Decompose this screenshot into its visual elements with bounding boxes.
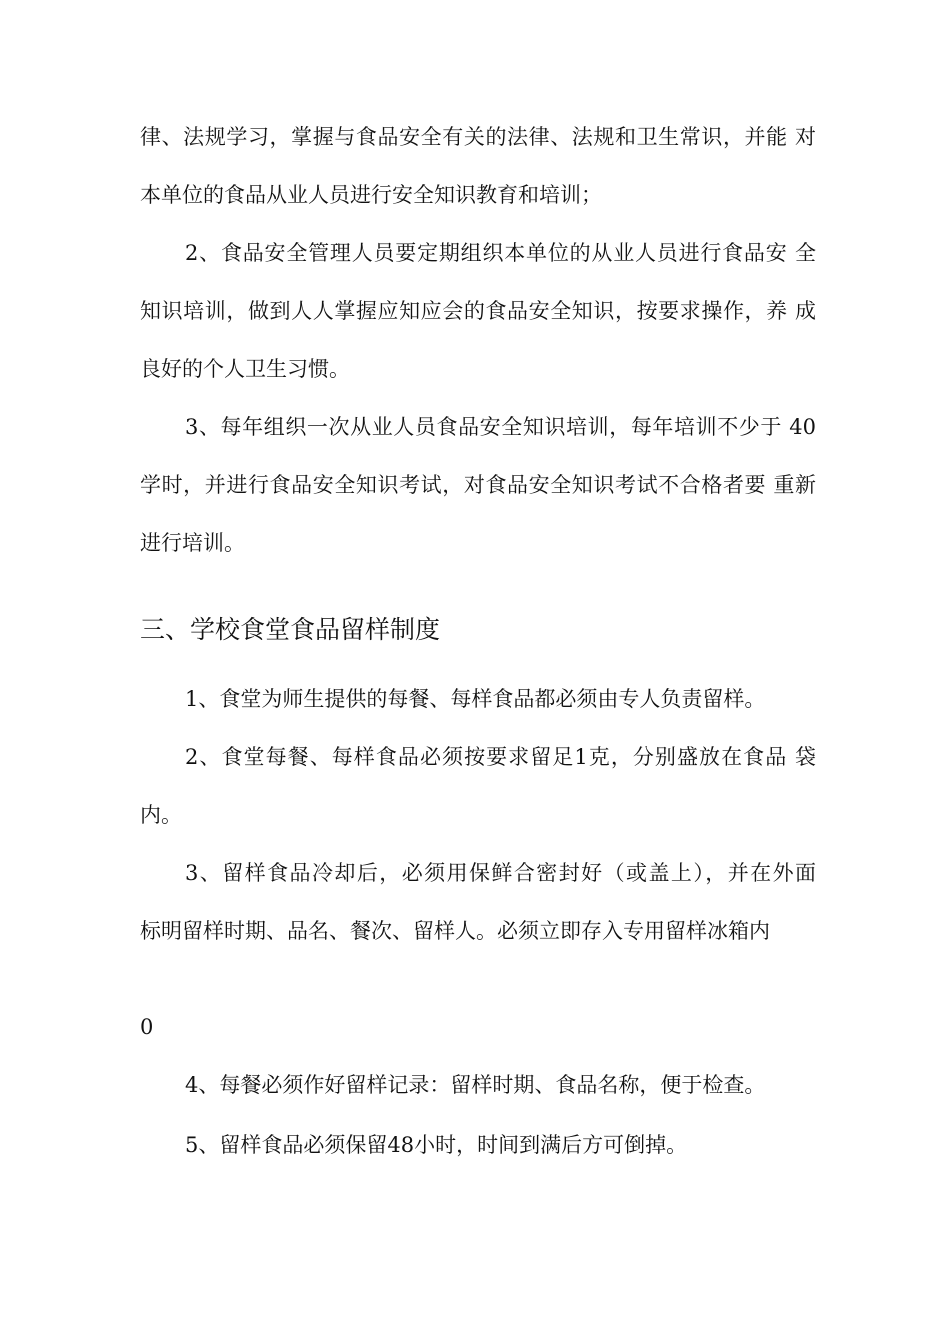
paragraph-2-line-1: 2、食品安全管理人员要定期组织本单位的从业人员进行食品安 全 — [185, 241, 816, 265]
item-1-line-1: 1、食堂为师生提供的每餐、每样食品都必须由专人负责留样。 — [185, 687, 766, 711]
paragraph-1-line-1: 律、法规学习，掌握与食品安全有关的法律、法规和卫生常识，并能 对 — [140, 125, 816, 149]
section-heading: 三、学校食堂食品留样制度 — [140, 615, 441, 644]
paragraph-3-line-1: 3、每年组织一次从业人员食品安全知识培训，每年培训不少于 40 — [185, 415, 816, 439]
paragraph-1-line-2: 本单位的食品从业人员进行安全知识教育和培训； — [140, 183, 602, 207]
paragraph-3-line-3: 进行培训。 — [140, 531, 245, 555]
paragraph-2-line-3: 良好的个人卫生习惯。 — [140, 357, 350, 381]
item-3-line-1: 3、留样食品冷却后，必须用保鲜合密封好（或盖上），并在外面 — [185, 861, 816, 885]
item-5-line-1: 5、留样食品必须保留48小时，时间到满后方可倒掉。 — [185, 1133, 688, 1157]
item-3-line-3: 0 — [140, 1015, 154, 1039]
item-2-line-2: 内。 — [140, 803, 182, 827]
item-3-line-2: 标明留样时期、品名、餐次、留样人。必须立即存入专用留样冰箱内 — [140, 919, 770, 943]
paragraph-2-line-2: 知识培训，做到人人掌握应知应会的食品安全知识，按要求操作，养 成 — [140, 299, 816, 323]
item-4-line-1: 4、每餐必须作好留样记录：留样时期、食品名称，便于检查。 — [185, 1073, 766, 1097]
item-2-line-1: 2、食堂每餐、每样食品必须按要求留足1克，分别盛放在食品 袋 — [185, 745, 816, 769]
paragraph-3-line-2: 学时，并进行食品安全知识考试，对食品安全知识考试不合格者要 重新 — [140, 473, 816, 497]
